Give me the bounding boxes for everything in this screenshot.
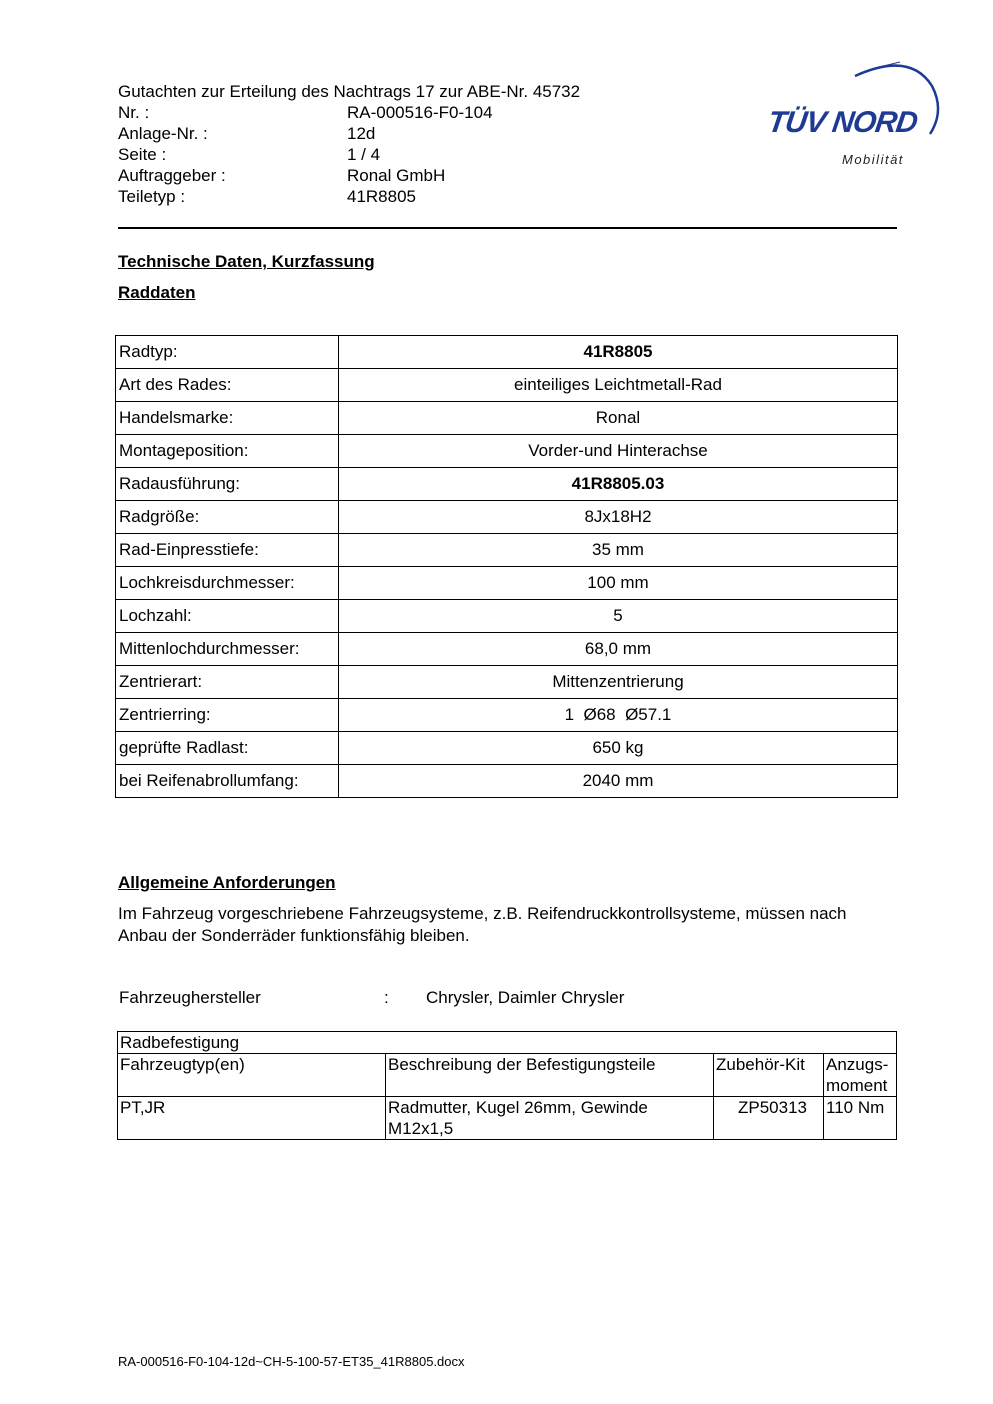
header-row-nr [118, 102, 580, 123]
table-row [116, 501, 898, 534]
subsection-title: Raddaten [118, 283, 196, 302]
row-value: Vorder-und Hinterachse [339, 435, 898, 468]
header-value: Ronal GmbH [347, 166, 446, 185]
manufacturer-label: Fahrzeughersteller [119, 988, 261, 1007]
row-value: 35 mm [339, 534, 898, 567]
table-row [116, 666, 898, 699]
section-title: Technische Daten, Kurzfassung [118, 252, 375, 271]
manufacturer-value: Chrysler, Daimler Chrysler [426, 988, 625, 1007]
document-header [118, 81, 580, 207]
header-row-teiletyp [118, 186, 580, 207]
row-label: Lochkreisdurchmesser: [116, 567, 339, 600]
row-value: 41R8805.03 [339, 468, 898, 501]
header-row-seite [118, 144, 580, 165]
table-row [116, 402, 898, 435]
table-header-row [118, 1054, 897, 1097]
cell-kit: ZP50313 [714, 1097, 824, 1140]
header-kit: Zubehör-Kit [714, 1054, 824, 1097]
table-row [116, 336, 898, 369]
row-value: 650 kg [339, 732, 898, 765]
row-label: Zentrierring: [116, 699, 339, 732]
row-value: 8Jx18H2 [339, 501, 898, 534]
header-label: Anlage-Nr. : [118, 124, 208, 143]
header-value: 41R8805 [347, 187, 417, 206]
row-value: Mittenzentrierung [339, 666, 898, 699]
row-value: 68,0 mm [339, 633, 898, 666]
row-label: Lochzahl: [116, 600, 339, 633]
row-value: 100 mm [339, 567, 898, 600]
row-label: Zentrierart: [116, 666, 339, 699]
row-label: Radgröße: [116, 501, 339, 534]
header-label: Auftraggeber : [118, 166, 226, 185]
table-title-row [118, 1032, 897, 1054]
header-label: Teiletyp : [118, 187, 186, 206]
row-label: Art des Rades: [116, 369, 339, 402]
table-row [116, 534, 898, 567]
table-row [116, 567, 898, 600]
cell-torque: 110 Nm [824, 1097, 897, 1140]
header-value: RA-000516-F0-104 [347, 103, 493, 122]
tuv-nord-logo [760, 56, 945, 171]
table-row [116, 600, 898, 633]
header-torque-line2: moment [826, 1076, 888, 1095]
header-row-auftraggeber [118, 165, 580, 186]
requirements-title: Allgemeine Anforderungen [118, 873, 336, 892]
header-row-anlage [118, 123, 580, 144]
header-desc: Beschreibung der Befestigungsteile [386, 1054, 714, 1097]
footer-filename: RA-000516-F0-104-12d~CH-5-100-57-ET35_41R8805.docx [118, 1354, 465, 1369]
row-label: Montageposition: [116, 435, 339, 468]
logo-subtitle: Mobilität [842, 152, 904, 167]
document-title: Gutachten zur Erteilung des Nachtrags 17 zur ABE-Nr. 45732 [118, 82, 581, 101]
header-label: Seite : [118, 145, 167, 164]
table-row [116, 765, 898, 798]
cell-desc: Radmutter, Kugel 26mm, Gewinde M12x1,5 [386, 1097, 714, 1140]
header-torque-line1: Anzugs- [826, 1055, 889, 1074]
header-label: Nr. : [118, 103, 150, 122]
header-divider [118, 227, 897, 229]
cell-type: PT,JR [118, 1097, 386, 1140]
row-value: 1 Ø68 Ø57.1 [339, 699, 898, 732]
header-torque [824, 1054, 897, 1097]
row-value: 2040 mm [339, 765, 898, 798]
row-label: Radausführung: [116, 468, 339, 501]
logo-brand: TÜV NORD [765, 106, 920, 139]
row-value: 41R8805 [339, 336, 898, 369]
header-value: 12d [347, 124, 376, 143]
row-value: einteiliges Leichtmetall-Rad [339, 369, 898, 402]
table-row [116, 699, 898, 732]
table-row [116, 468, 898, 501]
radbefestigung-table [117, 1031, 897, 1140]
raddaten-table [115, 335, 898, 798]
row-label: Radtyp: [116, 336, 339, 369]
header-type: Fahrzeugtyp(en) [118, 1054, 386, 1097]
row-value: Ronal [339, 402, 898, 435]
row-value: 5 [339, 600, 898, 633]
manufacturer-colon: : [384, 988, 389, 1007]
table-title: Radbefestigung [118, 1032, 897, 1054]
header-value: 1 / 4 [347, 145, 381, 164]
table-row [116, 435, 898, 468]
table-row [116, 369, 898, 402]
table-row [116, 633, 898, 666]
row-label: Handelsmarke: [116, 402, 339, 435]
requirements-text: Im Fahrzeug vorgeschriebene Fahrzeugsysteme, z.B. Reifendruckkontrollsysteme, müssen nach Anbau der Sonderräder funktionsfähig bleiben. [118, 904, 847, 945]
row-label: Rad-Einpresstiefe: [116, 534, 339, 567]
row-label: Mittenlochdurchmesser: [116, 633, 339, 666]
table-row [116, 732, 898, 765]
row-label: geprüfte Radlast: [116, 732, 339, 765]
table-row [118, 1097, 897, 1140]
row-label: bei Reifenabrollumfang: [116, 765, 339, 798]
